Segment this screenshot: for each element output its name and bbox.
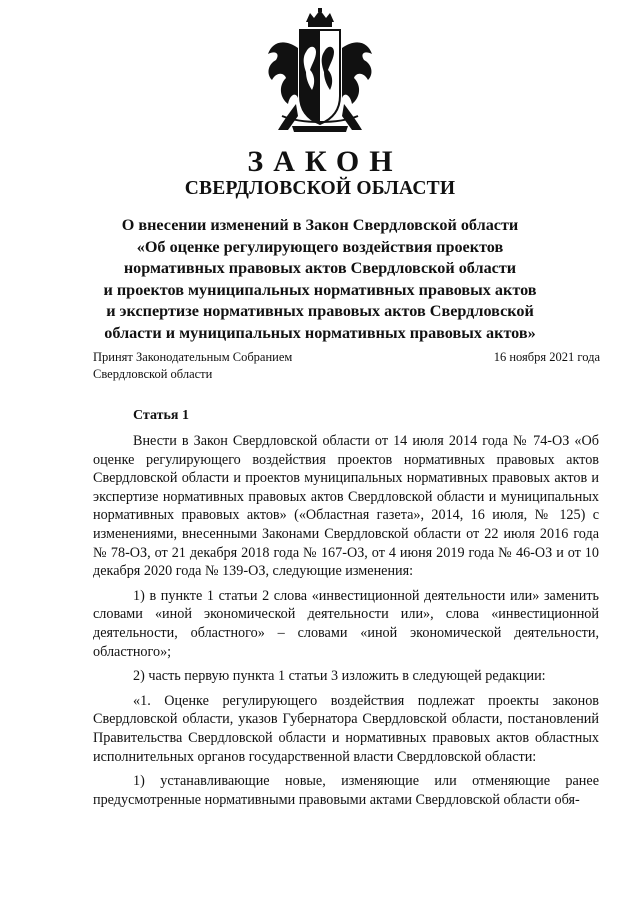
adoption-line: Принят Законодательным Собранием — [93, 350, 293, 364]
adoption-date: 16 ноября 2021 года — [493, 350, 600, 364]
coat-of-arms-icon — [262, 8, 378, 136]
subject-line: нормативных правовых актов Свердловской области — [123, 259, 517, 278]
adoption-body — [93, 349, 292, 383]
article-paragraph: 1) в пункте 1 статьи 2 слова «инвестиционной деятельности или» заменить словами «иной экономической деятельности или», слова «инвестиционной деятельности, областного» – словами «иной экономической деятельности, областного»; — [93, 587, 599, 660]
article-paragraph: 2) часть первую пункта 1 статьи 3 изложить в следующей редакции: — [133, 668, 546, 685]
subject-line: области и муниципальных нормативных правовых актов» — [104, 323, 536, 342]
law-subject — [80, 215, 560, 345]
article-paragraph: «1. Оценке регулирующего воздействия подлежат проекты законов Свердловской области, указов Губернатора Свердловской области, постановлений Правительства Свердловской области и нормативных правовых актов областных исполнительных органов государственной власти Свердловской области: — [93, 692, 599, 765]
document-subtitle: СВЕРДЛОВСКОЙ ОБЛАСТИ — [184, 178, 456, 199]
article-heading: Статья 1 — [133, 408, 189, 423]
document-title: ЗАКОН — [247, 145, 403, 178]
subject-line: и экспертизе нормативных правовых актов Свердловской — [106, 302, 534, 321]
subject-line: О внесении изменений в Закон Свердловской области — [121, 216, 519, 234]
subject-line: «Об оценке регулирующего воздействия проектов — [136, 237, 504, 256]
article-paragraph: 1) устанавливающие новые, изменяющие или отменяющие ранее предусмотренные нормативными правовыми актами Свердловской области обя- — [93, 773, 599, 808]
article-body — [93, 432, 599, 815]
article-paragraph: Внести в Закон Свердловской области от 14 июля 2014 года № 74-ОЗ «Об оценке регулирующего воздействия проектов нормативных правовых актов Свердловской области и проектов муниципальных нормативных правовых актов и экспертизе нормативных правовых актов Свердловской области и муниципальных нормативных правовых актов» («Областная газета», 2014, 16 июля, № 125) с изменениями, внесенными Законами Свердловской области от 22 июля 2016 года № 78-ОЗ, от 21 декабря 2018 года № 167-ОЗ, от 4 июня 2019 года № 46-ОЗ и от 10 декабря 2020 года № 139-ОЗ, следующие изменения: — [93, 433, 599, 580]
subject-line: и проектов муниципальных нормативных правовых актов — [103, 280, 537, 299]
adoption-line: Свердловской области — [93, 367, 213, 381]
